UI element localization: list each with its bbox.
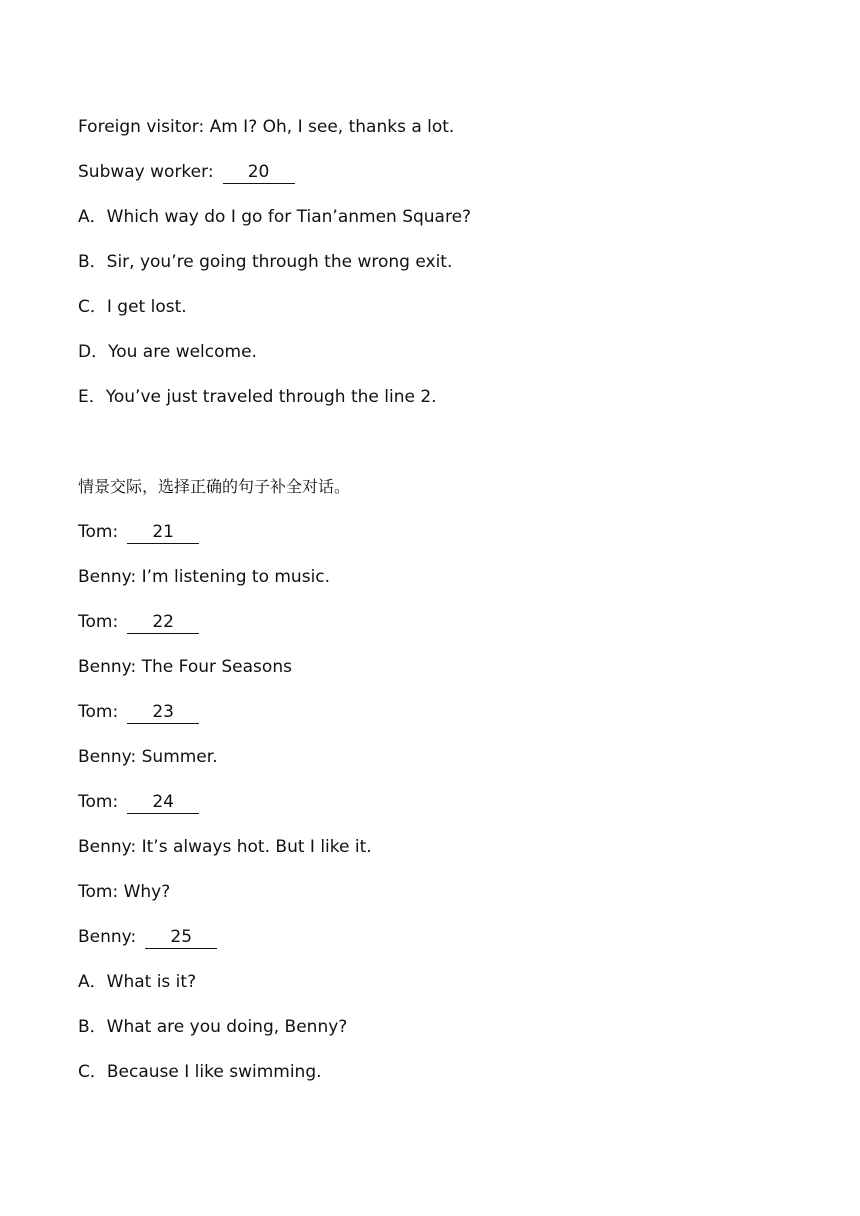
tom-line-22 [78,609,798,654]
option-c-1: C．I get lost. [78,297,187,317]
option-b-1: B．Sir, you’re going through the wrong exit. [78,252,453,272]
benny-label: Benny: [78,927,137,947]
tom-label: Tom: [78,702,119,722]
answer-blank-23: 23 [127,701,199,724]
section-spacer [78,429,798,474]
worker-label: Subway worker: [78,162,214,182]
tom-label: Tom: [78,792,119,812]
answer-blank-21: 21 [127,521,199,544]
benny-line-25 [78,924,798,969]
tom-label: Tom: [78,612,119,632]
section-instruction: 情景交际，选择正确的句子补全对话。 [78,477,351,496]
worker-line [78,159,798,204]
benny-line-4: Benny: It’s always hot. But I like it. [78,837,372,857]
option-a-1: A．Which way do I go for Tian’anmen Square? [78,207,472,227]
answer-blank-25: 25 [145,926,217,949]
option-e-1: E．You’ve just traveled through the line 2. [78,387,437,407]
option-b-2: B．What are you doing, Benny? [78,1017,348,1037]
answer-blank-20: 20 [223,161,295,184]
visitor-line: Foreign visitor: Am I? Oh, I see, thanks a lot. [78,117,455,137]
benny-line-3: Benny: Summer. [78,747,218,767]
option-a-2: A．What is it? [78,972,197,992]
tom-line-23 [78,699,798,744]
document-page [78,114,798,1104]
answer-blank-24: 24 [127,791,199,814]
answer-blank-22: 22 [127,611,199,634]
option-c-2: C．Because I like swimming. [78,1062,322,1082]
tom-label: Tom: [78,522,119,542]
benny-line-1: Benny: I’m listening to music. [78,567,331,587]
benny-line-2: Benny: The Four Seasons [78,657,292,677]
tom-line-why: Tom: Why? [78,882,171,902]
tom-line-24 [78,789,798,834]
option-d-1: D．You are welcome. [78,342,257,362]
tom-line-21 [78,519,798,564]
